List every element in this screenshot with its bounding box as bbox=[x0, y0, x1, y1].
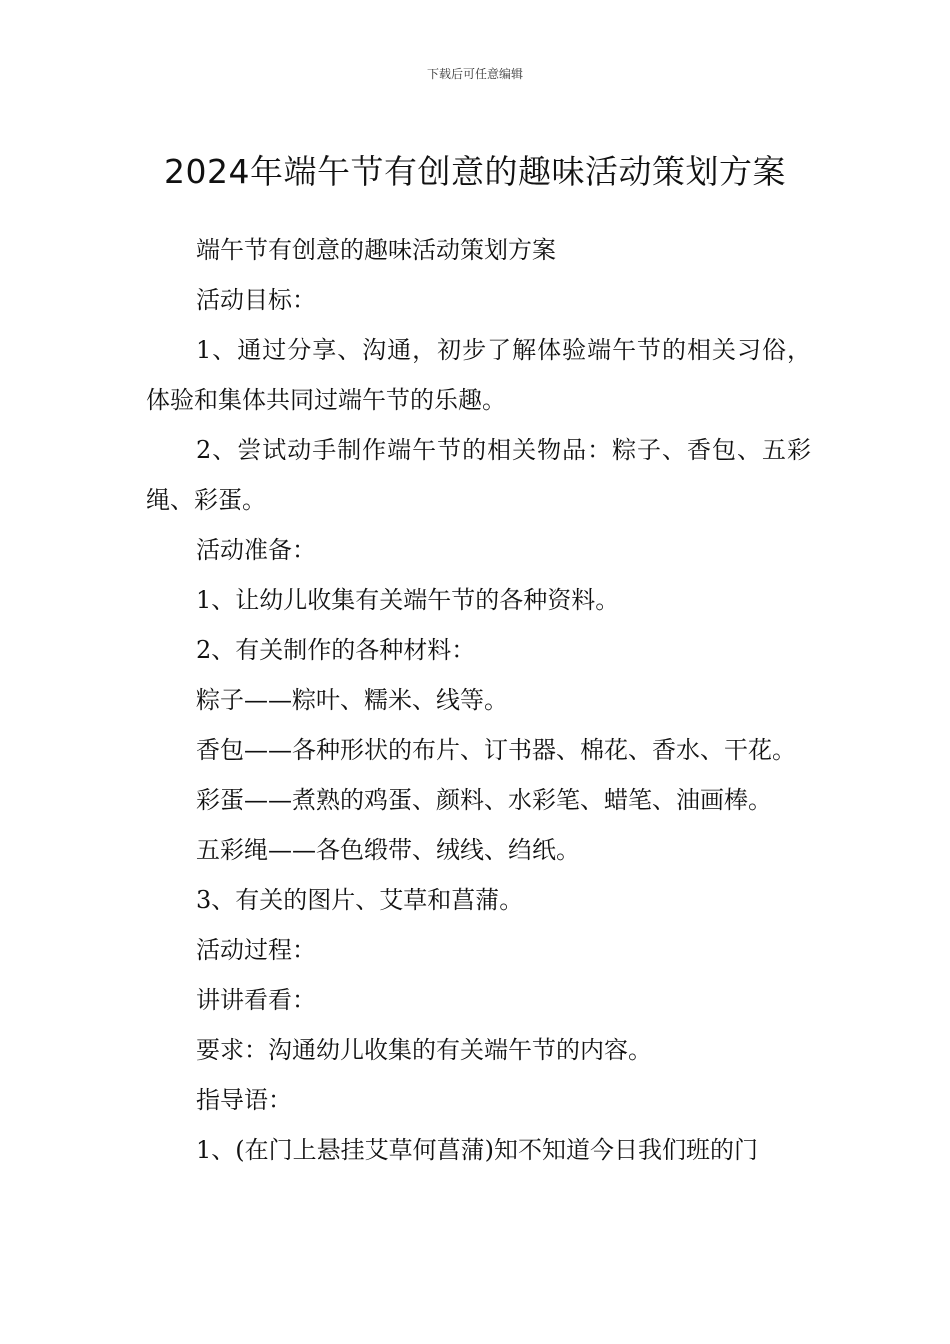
paragraph-sachet-materials: 香包——各种形状的布片、订书器、棉花、香水、干花。 bbox=[196, 736, 796, 764]
paragraph-goal-1: 1、通过分享、沟通，初步了解体验端午节的相关习俗，体验和集体共同过端午节的乐趣。 bbox=[146, 336, 811, 414]
paragraph-preparation-heading: 活动准备： bbox=[196, 536, 316, 564]
document-title: 2024年端午节有创意的趣味活动策划方案 bbox=[164, 152, 786, 192]
paragraph-zongzi-materials: 粽子——粽叶、糯米、线等。 bbox=[196, 686, 508, 714]
paragraph-requirement: 要求：沟通幼儿收集的有关端午节的内容。 bbox=[196, 1036, 652, 1064]
document-body bbox=[146, 225, 811, 1175]
paragraph-preparation-3: 3、有关的图片、艾草和菖蒲。 bbox=[196, 886, 524, 914]
paragraph-subtitle: 端午节有创意的趣味活动策划方案 bbox=[196, 236, 556, 264]
paragraph-process-heading: 活动过程： bbox=[196, 936, 316, 964]
paragraph-guidance-1: 1、(在门上悬挂艾草何菖蒲)知不知道今日我们班的门 bbox=[196, 1136, 758, 1164]
paragraph-guidance-heading: 指导语： bbox=[196, 1086, 292, 1114]
paragraph-goal-2: 2、尝试动手制作端午节的相关物品：粽子、香包、五彩绳、彩蛋。 bbox=[146, 436, 811, 514]
paragraph-preparation-1: 1、让幼儿收集有关端午节的各种资料。 bbox=[196, 586, 620, 614]
paragraph-preparation-2: 2、有关制作的各种材料： bbox=[196, 636, 476, 664]
paragraph-rope-materials: 五彩绳——各色缎带、绒线、绉纸。 bbox=[196, 836, 580, 864]
header-note: 下载后可任意编辑 bbox=[426, 67, 523, 81]
paragraph-goals-heading: 活动目标： bbox=[196, 286, 316, 314]
paragraph-talk-look: 讲讲看看： bbox=[196, 986, 316, 1014]
paragraph-egg-materials: 彩蛋——煮熟的鸡蛋、颜料、水彩笔、蜡笔、油画棒。 bbox=[196, 786, 772, 814]
